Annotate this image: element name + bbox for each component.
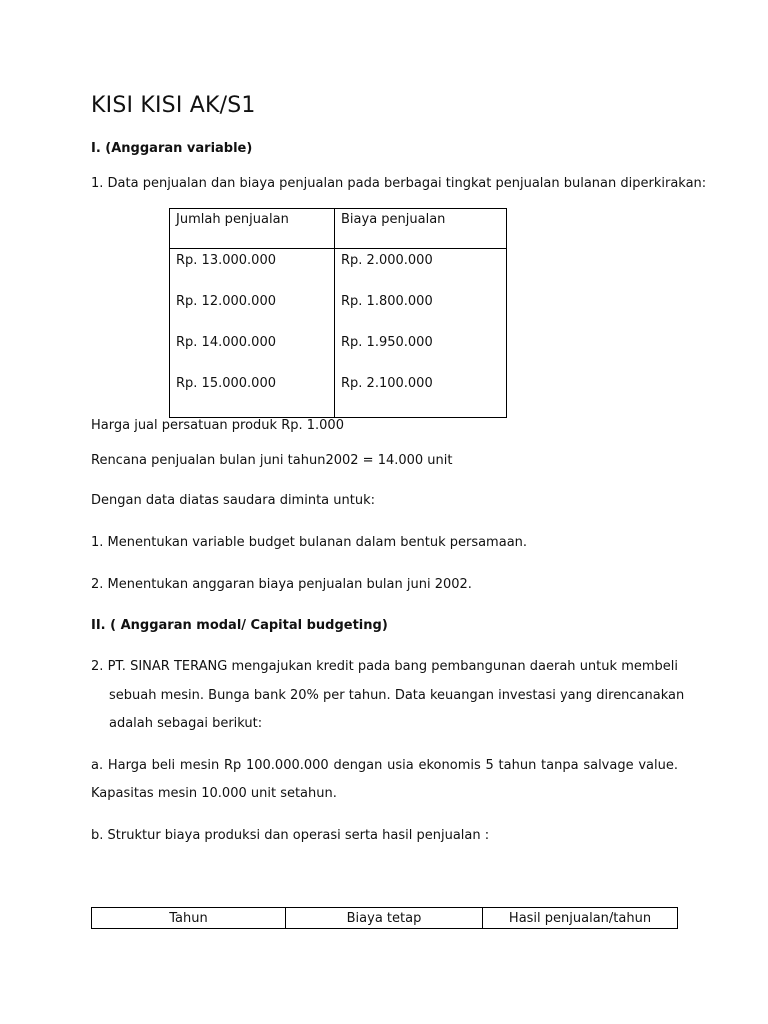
question-2-line-2: sebuah mesin. Bunga bank 20% per tahun. Data keuangan investasi yang direncanakan [109,688,685,703]
table-cell: Rp. 15.000.000 [176,376,276,391]
table-cell: Rp. 14.000.000 [176,335,276,350]
table-header-cell: Biaya tetap [286,908,483,929]
table-header-cell: Hasil penjualan/tahun [483,908,678,929]
table-cell: Rp. 2.000.000 [341,253,433,268]
question-1-text: 1. Data penjualan dan biaya penjualan pada berbagai tingkat penjualan bulanan diperkirakan: [91,176,707,191]
item-a-line-1: a. Harga beli mesin Rp 100.000.000 dengan usia ekonomis 5 tahun tanpa salvage value. [91,758,678,773]
document-title: KISI KISI AK/S1 [91,93,256,118]
table-header-row [92,908,678,929]
question-2-line-1: 2. PT. SINAR TERANG mengajukan kredit pada bang pembangunan daerah untuk membeli [91,659,678,674]
item-a-line-2: Kapasitas mesin 10.000 unit setahun. [91,786,337,801]
sales-amount-column [170,249,335,418]
instructions-text: Dengan data diatas saudara diminta untuk: [91,493,375,508]
sales-cost-column [335,249,507,418]
section-1-heading: I. (Anggaran variable) [91,141,253,156]
task-2-text: 2. Menentukan anggaran biaya penjualan bulan juni 2002. [91,577,472,592]
table-body-row [170,249,507,418]
table-cell: Rp. 1.800.000 [341,294,433,309]
unit-price-text: Harga jual persatuan produk Rp. 1.000 [91,418,344,433]
task-1-text: 1. Menentukan variable budget bulanan dalam bentuk persamaan. [91,535,528,550]
table-header-cell: Jumlah penjualan [170,209,335,249]
sales-plan-text: Rencana penjualan bulan juni tahun2002 = 14.000 unit [91,453,453,468]
cost-structure-table [91,907,678,929]
section-2-heading: II. ( Anggaran modal/ Capital budgeting) [91,618,388,633]
table-cell: Rp. 1.950.000 [341,335,433,350]
table-header-cell: Tahun [92,908,286,929]
sales-cost-table [169,208,507,418]
table-header-row [170,209,507,249]
table-cell: Rp. 13.000.000 [176,253,276,268]
question-2-line-3: adalah sebagai berikut: [109,716,263,731]
item-b-text: b. Struktur biaya produksi dan operasi serta hasil penjualan : [91,828,490,843]
table-cell: Rp. 12.000.000 [176,294,276,309]
table-header-cell: Biaya penjualan [335,209,507,249]
table-cell: Rp. 2.100.000 [341,376,433,391]
